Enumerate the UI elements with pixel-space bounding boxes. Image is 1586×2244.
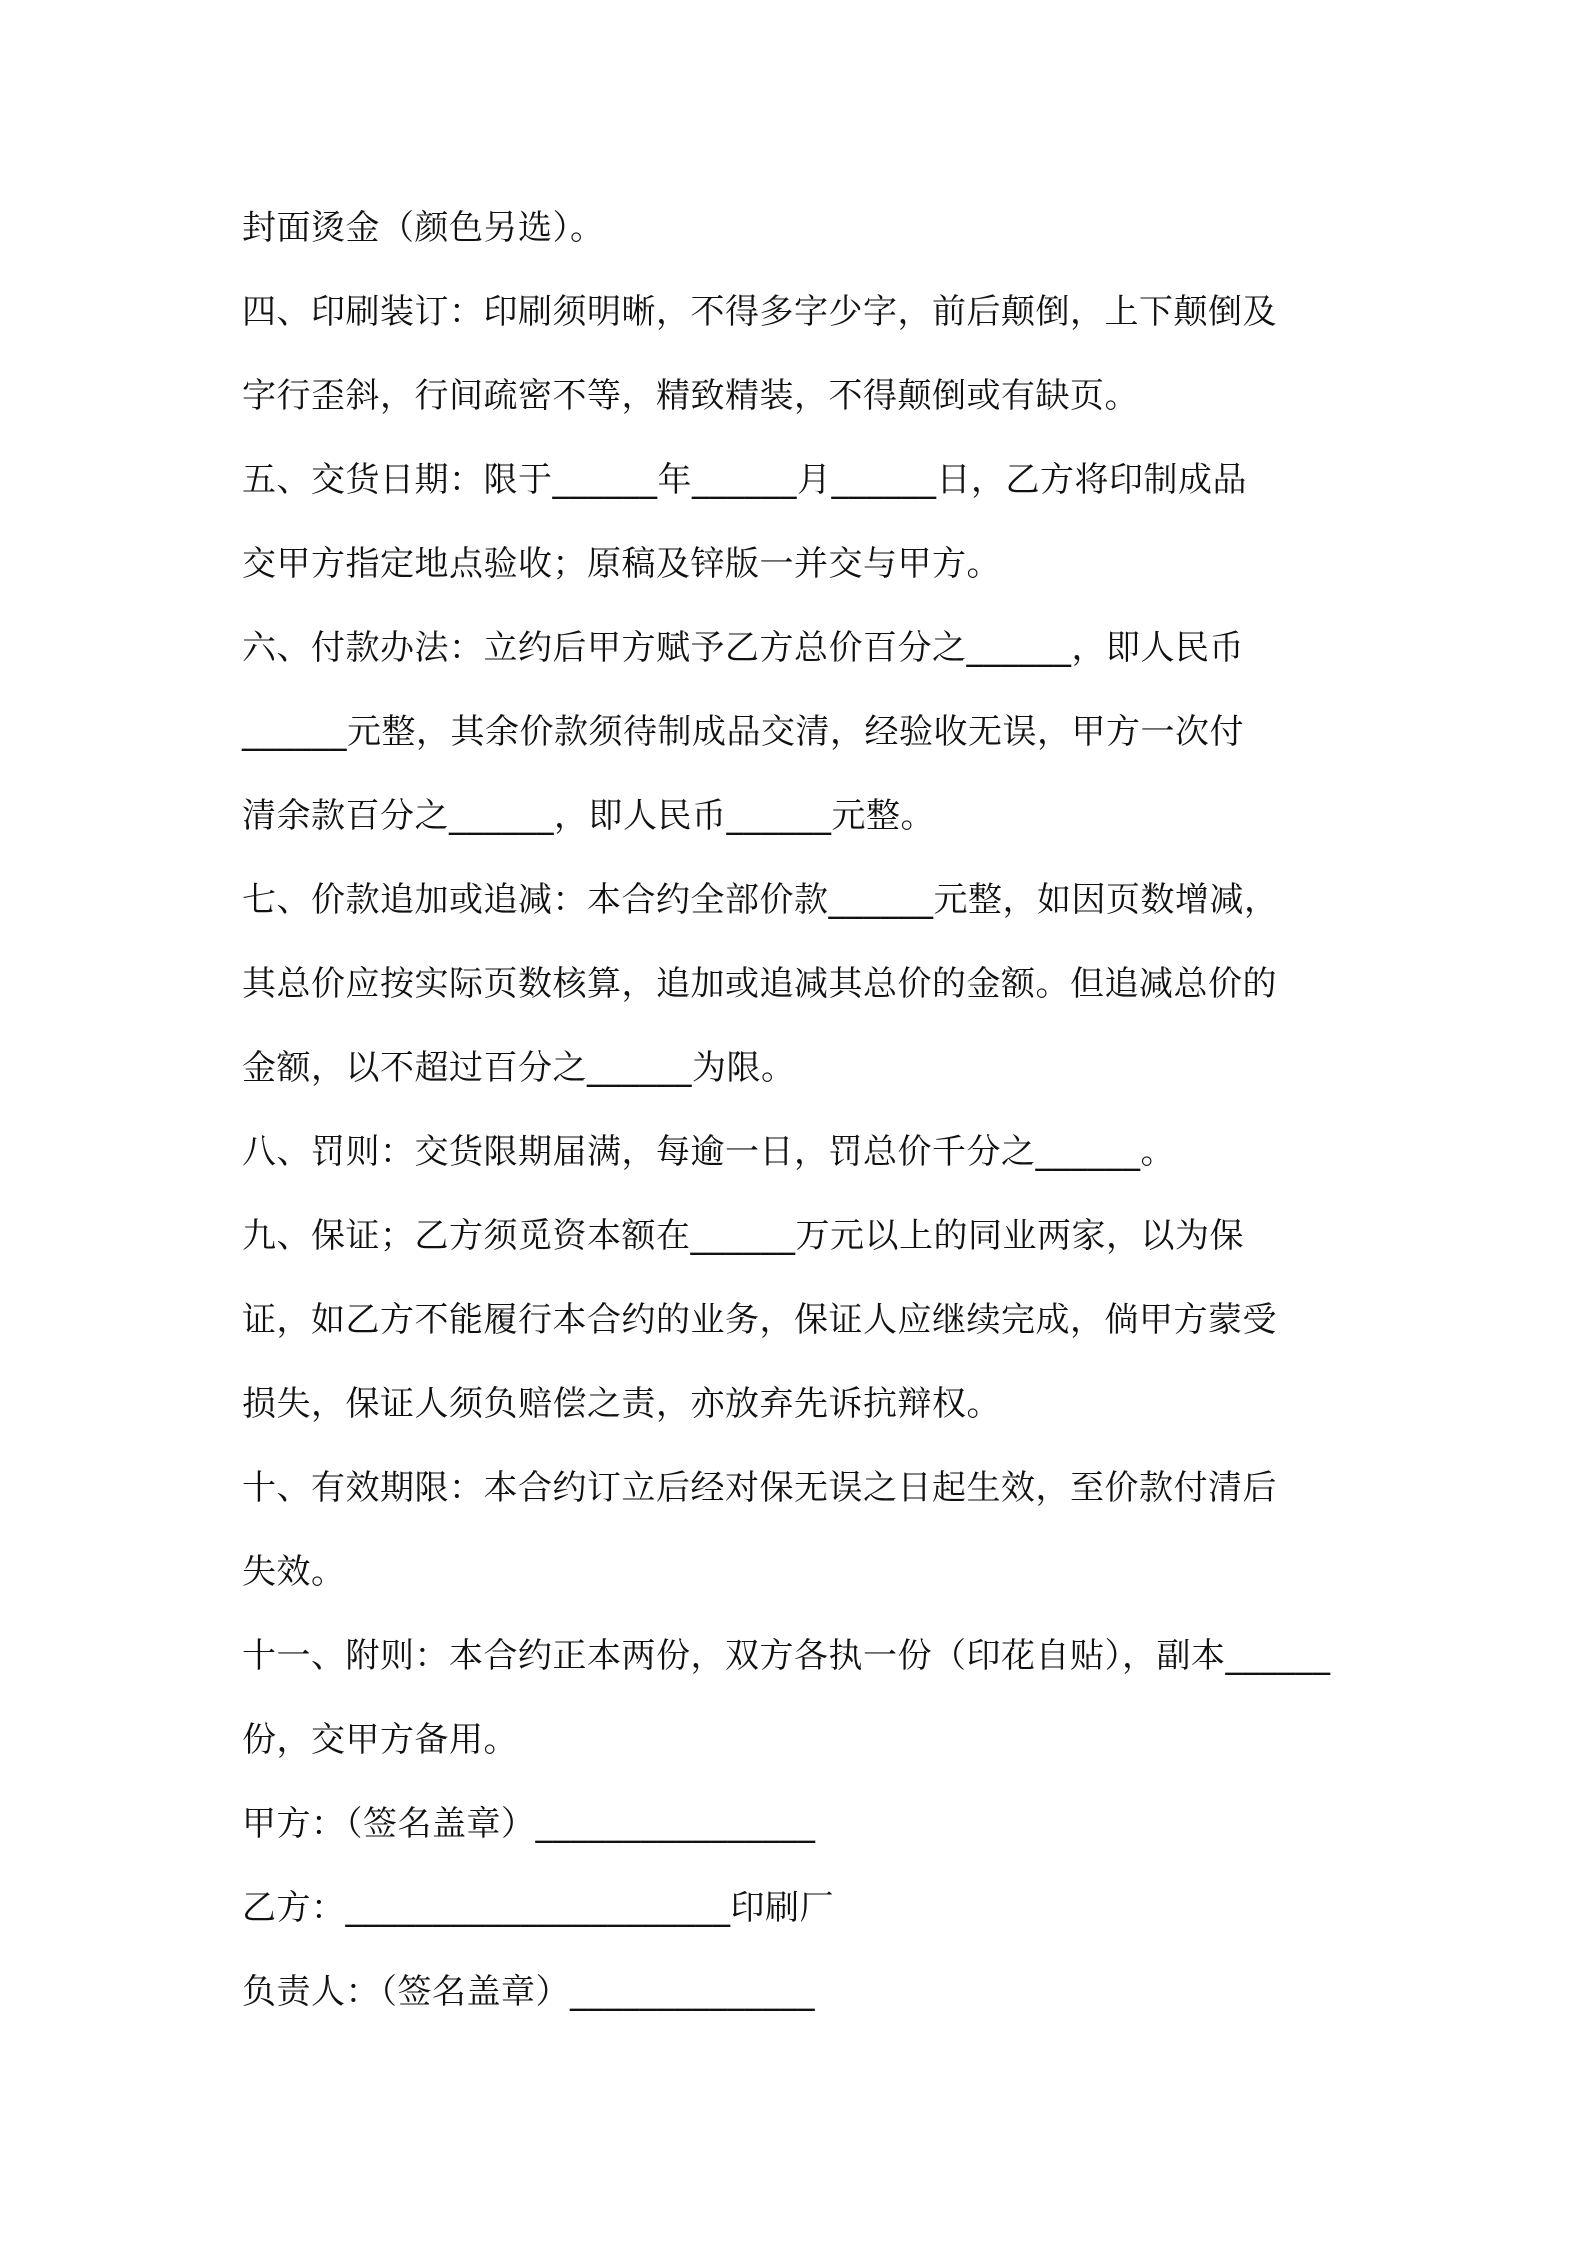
signature-line-responsible-person: 负责人：（签名盖章）______________: [242, 1972, 815, 2012]
text-line: 交甲方指定地点验收；原稿及锌版一并交与甲方。: [242, 544, 1001, 584]
text-line: 五、交货日期：限于______年______月______日，乙方将印制成品: [242, 460, 1247, 500]
text-line: ______元整，其余价款须待制成品交清，经验收无误，甲方一次付: [242, 712, 1244, 752]
text-line: 十一、附则：本合约正本两份，双方各执一份（印花自贴），副本______: [242, 1636, 1331, 1676]
text-line: 八、罚则：交货限期届满，每逾一日，罚总价千分之______。: [242, 1132, 1175, 1172]
text-line: 九、保证；乙方须觅资本额在______万元以上的同业两家，以为保: [242, 1216, 1244, 1256]
text-line: 份，交甲方备用。: [242, 1720, 518, 1760]
text-line: 其总价应按实际页数核算，追加或追减其总价的金额。但追减总价的: [242, 964, 1277, 1004]
text-line: 损失，保证人须负赔偿之责，亦放弃先诉抗辩权。: [242, 1384, 1001, 1424]
signature-line-party-a: 甲方：（签名盖章）________________: [242, 1804, 816, 1844]
text-line: 七、价款追加或追减：本合约全部价款______元整，如因页数增减，: [242, 880, 1279, 920]
text-line: 四、印刷装订：印刷须明晰，不得多字少字，前后颠倒，上下颠倒及: [242, 292, 1277, 332]
text-line: 六、付款办法：立约后甲方赋予乙方总价百分之______，即人民币: [242, 628, 1244, 668]
text-line: 封面烫金（颜色另选）。: [242, 208, 605, 248]
text-line: 失效。: [242, 1552, 346, 1592]
text-line: 证，如乙方不能履行本合约的业务，保证人应继续完成，倘甲方蒙受: [242, 1300, 1277, 1340]
signature-line-party-b: 乙方：______________________印刷厂: [242, 1888, 834, 1928]
text-line: 清余款百分之______，即人民币______元整。: [242, 796, 935, 836]
text-line: 金额，以不超过百分之______为限。: [242, 1048, 796, 1088]
text-line: 字行歪斜，行间疏密不等，精致精装，不得颠倒或有缺页。: [242, 376, 1139, 416]
text-line: 十、有效期限：本合约订立后经对保无误之日起生效，至价款付清后: [242, 1468, 1277, 1508]
